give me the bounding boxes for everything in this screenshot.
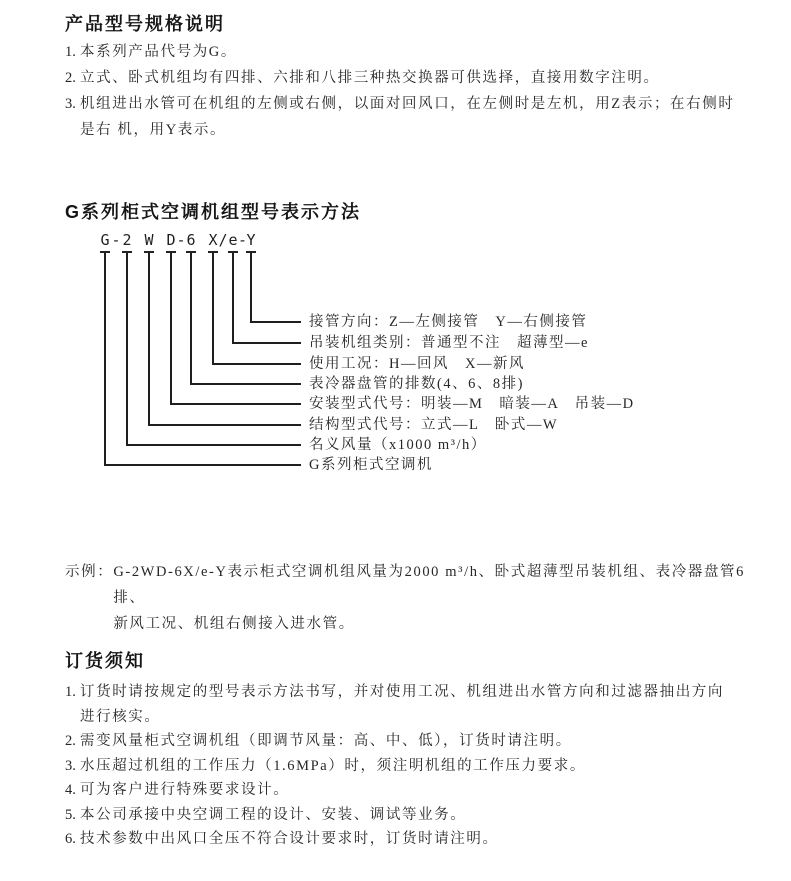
product-spec-notes	[65, 39, 765, 143]
diagram-label-install-type: 安装型式代号：明装—M 暗装—A 吊装—D	[309, 396, 635, 412]
item-text: 订货时请按规定的型号表示方法书写，并对使用工况、机组进出水管方向和过滤器抽出方向	[80, 684, 724, 700]
item-text: 机组进出水管可在机组的左侧或右侧，以面对回风口，在左侧时是左机，用Z表示；在右侧时	[80, 96, 735, 112]
item-number: 4.	[65, 782, 76, 798]
item-text: 进行核实。	[80, 708, 161, 725]
item-number: 3.	[65, 757, 76, 774]
list-item	[65, 827, 765, 852]
item-number: 5.	[65, 806, 76, 823]
code-char-e: e	[228, 229, 238, 253]
diagram-label-pipe-direction: 接管方向：Z—左侧接管 Y—右侧接管	[309, 314, 588, 330]
code-char-X: X	[208, 229, 218, 253]
section-title-model-notation: G系列柜式空调机组型号表示方法	[65, 202, 361, 222]
item-text: 是右 机，用Y表示。	[80, 122, 227, 138]
item-text: 可为客户进行特殊要求设计。	[80, 782, 290, 798]
item-number: 3.	[65, 96, 76, 112]
model-code-diagram	[0, 225, 791, 480]
code-char-D: D	[166, 229, 176, 253]
example-paragraph	[65, 559, 775, 637]
list-item	[65, 778, 765, 803]
diagram-label-nominal-airflow: 名义风量（x1000 m³/h）	[309, 437, 487, 453]
item-number: 1.	[65, 44, 76, 60]
list-item	[65, 729, 765, 754]
ordering-notes	[65, 680, 765, 852]
item-text: 本系列产品代号为G。	[80, 44, 237, 60]
section-title-ordering-notes: 订货须知	[65, 651, 145, 671]
list-item	[65, 803, 765, 828]
code-separator: -	[238, 231, 248, 249]
code-separator: -	[176, 231, 186, 249]
code-separator: /	[218, 231, 228, 249]
list-item	[65, 680, 765, 729]
example-prefix: 示例：	[65, 564, 114, 580]
item-number: 2.	[65, 70, 76, 86]
list-item	[65, 754, 765, 779]
list-item	[65, 65, 765, 91]
list-item	[65, 91, 765, 143]
diagram-label-series-name: G系列柜式空调机	[309, 457, 433, 473]
diagram-label-structure-type: 结构型式代号：立式—L 卧式—W	[309, 417, 559, 433]
list-item	[65, 39, 765, 65]
item-number: 6.	[65, 831, 76, 847]
item-text: 本公司承接中央空调工程的设计、安装、调试等业务。	[80, 806, 467, 823]
code-char-G: G	[100, 229, 110, 253]
code-char-Y: Y	[246, 229, 256, 253]
code-char-W: W	[144, 229, 154, 253]
diagram-label-coil-rows: 表冷器盘管的排数(4、6、8排)	[309, 376, 524, 392]
example-text: 新风工况、机组右侧接入进水管。	[113, 616, 355, 632]
section-title-product-spec: 产品型号规格说明	[65, 14, 225, 34]
example-text: G-2WD-6X/e-Y表示柜式空调机组风量为2000 m³/h、卧式超薄型吊装机组、表冷器盘管6排、	[113, 564, 746, 606]
item-number: 1.	[65, 684, 76, 700]
item-text: 立式、卧式机组均有四排、六排和八排三种热交换器可供选择，直接用数字注明。	[80, 70, 660, 86]
item-number: 2.	[65, 733, 76, 749]
code-char-6: 6	[186, 229, 196, 253]
diagram-label-working-condition: 使用工况：H—回风 X—新风	[309, 356, 525, 372]
diagram-label-hanging-type: 吊装机组类别：普通型不注 超薄型—e	[309, 335, 589, 351]
item-text: 水压超过机组的工作压力（1.6MPa）时，须注明机组的工作压力要求。	[80, 757, 586, 774]
code-separator: -	[111, 231, 121, 249]
code-char-2: 2	[122, 229, 132, 253]
item-text: 技术参数中出风口全压不符合设计要求时，订货时请注明。	[80, 831, 499, 847]
item-text: 需变风量柜式空调机组（即调节风量：高、中、低），订货时请注明。	[80, 733, 572, 749]
